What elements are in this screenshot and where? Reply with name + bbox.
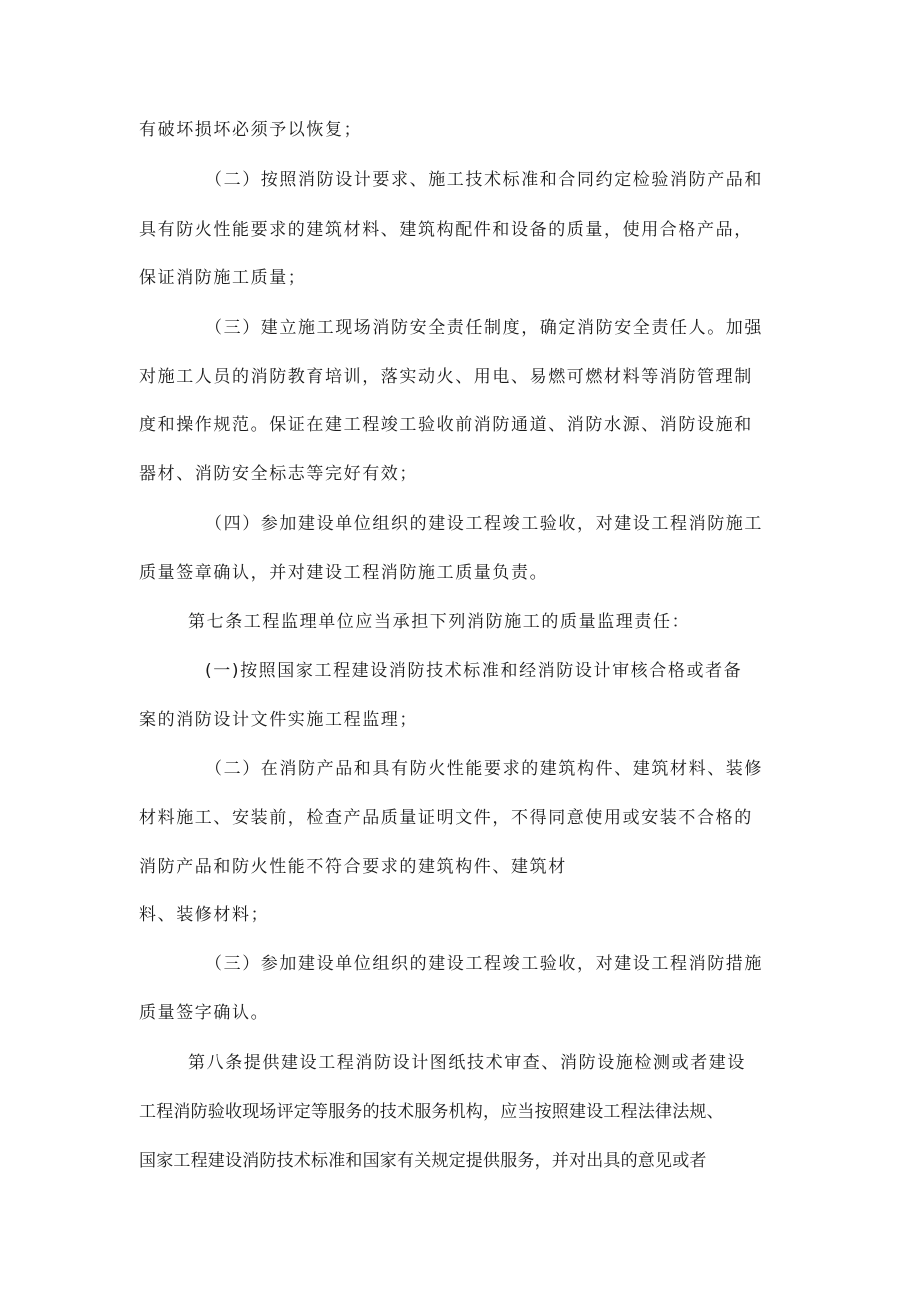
text-line: 质量签字确认。: [139, 1003, 270, 1023]
text-line: 具有防火性能要求的建筑材料、建筑构配件和设备的质量，使用合格产品，: [139, 220, 753, 240]
text-line: 有破坏损坏必须予以恢复；: [139, 120, 363, 140]
text-line: 消防产品和防火性能不符合要求的建筑构件、建筑材: [139, 857, 567, 877]
text-line: 国家工程建设消防技术标准和国家有关规定提供服务，并对出具的意见或者: [139, 1151, 707, 1171]
text-line: （二）在消防产品和具有防火性能要求的建筑构件、建筑材料、装修: [205, 759, 763, 779]
text-line: （三）建立施工现场消防安全责任制度，确定消防安全责任人。加强: [205, 318, 763, 338]
text-line: 材料施工、安装前，检查产品质量证明文件，不得同意使用或安装不合格的: [139, 808, 753, 828]
text-line: 保证消防施工质量；: [139, 268, 307, 288]
text-line: 案的消防设计文件实施工程监理；: [139, 710, 418, 730]
text-line: 质量签章确认，并对建设工程消防施工质量负责。: [139, 563, 549, 583]
text-line: （二）按照消防设计要求、施工技术标准和合同约定检验消防产品和: [205, 170, 763, 190]
text-line: 第八条提供建设工程消防设计图纸技术审查、消防设施检测或者建设: [188, 1053, 746, 1073]
text-line: 第七条工程监理单位应当承担下列消防施工的质量监理责任：: [188, 612, 691, 632]
text-line: (一)按照国家工程建设消防技术标准和经消防设计审核合格或者备: [205, 661, 743, 681]
text-line: （四）参加建设单位组织的建设工程竣工验收，对建设工程消防施工: [205, 514, 763, 534]
text-line: 料、装修材料；: [139, 905, 270, 925]
text-line: 对施工人员的消防教育培训，落实动火、用电、易燃可燃材料等消防管理制: [139, 367, 753, 387]
text-line: （三）参加建设单位组织的建设工程竣工验收，对建设工程消防措施: [205, 954, 763, 974]
text-line: 工程消防验收现场评定等服务的技术服务机构，应当按照建设工程法律法规、: [139, 1102, 724, 1122]
text-line: 器材、消防安全标志等完好有效；: [139, 464, 418, 484]
text-line: 度和操作规范。保证在建工程竣工验收前消防通道、消防水源、消防设施和: [139, 415, 753, 435]
